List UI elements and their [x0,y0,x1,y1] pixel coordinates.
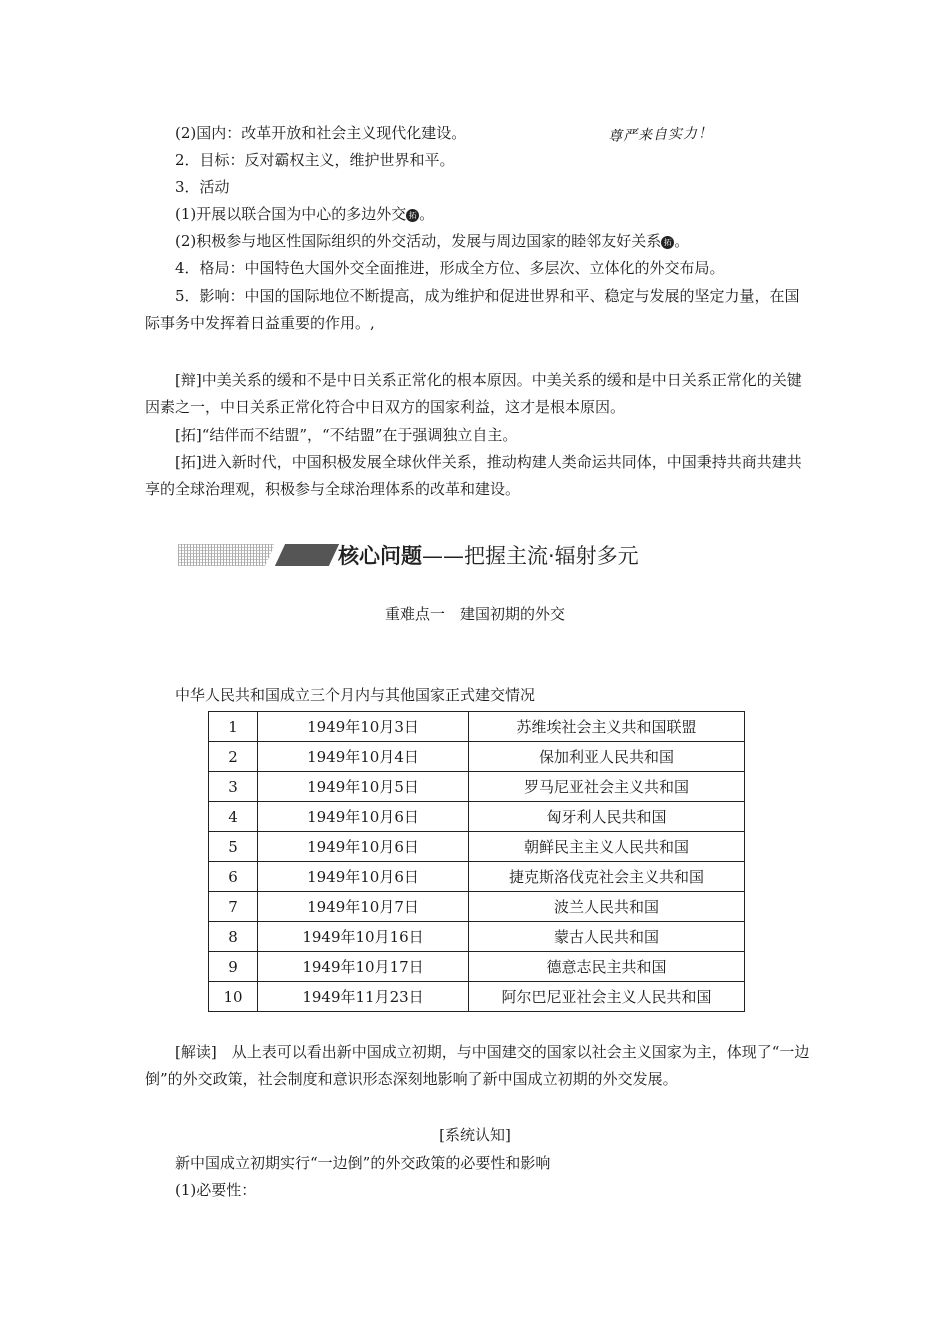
section-title: 重难点一 建国初期的外交 [384,605,565,623]
table-row [209,802,745,832]
intro-line-5: (2)积极参与地区性国际组织的外交活动，发展与周边国家的睦邻友好关系 拓 。 [175,232,690,250]
table-row [209,892,745,922]
intro-line-5-text: (2)积极参与地区性国际组织的外交活动，发展与周边国家的睦邻友好关系 [175,232,662,250]
table-cell-date: 1949年10月3日 [258,712,469,742]
table-cell-date: 1949年10月5日 [258,772,469,802]
table-cell-index: 4 [209,802,258,832]
table-cell-country: 匈牙利人民共和国 [469,802,745,832]
banner-subtitle: ——把握主流·辐射多元 [422,544,639,568]
table-row [209,862,745,892]
table-cell-index: 6 [209,862,258,892]
table-cell-country: 德意志民主共和国 [469,952,745,982]
table-cell-date: 1949年10月7日 [258,892,469,922]
intro-line-7: 5．影响：中国的国际地位不断提高，成为维护和促进世界和平、稳定与发展的坚定力量，在国际事务中发挥着日益重要的作用。, [145,287,800,332]
intro-line-4-text: (1)开展以联合国为中心的多边外交 [175,205,407,223]
table-cell-date: 1949年10月6日 [258,862,469,892]
table-cell-country: 朝鲜民主主义人民共和国 [469,832,745,862]
extension-marker-icon: 拓 [406,209,419,222]
intro-line-3: 3．活动 [175,178,230,196]
table-row [209,922,745,952]
table-row [209,832,745,862]
table-cell-index: 3 [209,772,258,802]
table-cell-country: 波兰人民共和国 [469,892,745,922]
table-cell-date: 1949年10月17日 [258,952,469,982]
table-cell-country: 保加利亚人民共和国 [469,742,745,772]
banner-title-main: 核心问题 [338,544,422,568]
table-row [209,742,745,772]
table-cell-date: 1949年10月4日 [258,742,469,772]
intro-line-1: (2)国内：改革开放和社会主义现代化建设。 [175,124,467,142]
system-heading: [系统认知] [439,1126,511,1144]
table-cell-date: 1949年10月6日 [258,802,469,832]
section-banner [178,538,678,572]
banner-title [338,540,639,570]
system-line-1: 新中国成立初期实行“一边倒”的外交政策的必要性和影响 [175,1154,551,1172]
table-cell-index: 9 [209,952,258,982]
table-row [209,982,745,1012]
table-cell-date: 1949年11月23日 [258,982,469,1012]
note-bian: [辩]中美关系的缓和不是中日关系正常化的根本原因。中美关系的缓和是中日关系正常化的关键因素之一，中日关系正常化符合中日双方的国家利益，这才是根本原因。 [145,371,802,416]
table-cell-index: 2 [209,742,258,772]
intro-line-2: 2．目标：反对霸权主义，维护世界和平。 [175,151,455,169]
table-row [209,712,745,742]
intro-line-6: 4．格局：中国特色大国外交全面推进，形成全方位、多层次、立体化的外交布局。 [175,259,725,277]
establishment-table [208,711,745,1012]
interpretation: [解读] 从上表可以看出新中国成立初期，与中国建交的国家以社会主义国家为主，体现了“一边倒”的外交政策，社会制度和意识形态深刻地影响了新中国成立初期的外交发展。 [145,1043,810,1088]
table-row [209,772,745,802]
table-cell-index: 7 [209,892,258,922]
table-cell-index: 1 [209,712,258,742]
table-cell-country: 苏维埃社会主义共和国联盟 [469,712,745,742]
intro-line-4: (1)开展以联合国为中心的多边外交 拓 。 [175,205,435,223]
table-cell-country: 捷克斯洛伐克社会主义共和国 [469,862,745,892]
table-cell-country: 蒙古人民共和国 [469,922,745,952]
note-tuo-1: [拓]“结伴而不结盟”，“不结盟”在于强调独立自主。 [175,426,518,444]
system-line-2: (1)必要性： [175,1181,257,1199]
table-cell-index: 10 [209,982,258,1012]
banner-bar-decoration [275,544,339,566]
banner-hatch-decoration [178,544,274,566]
note-tuo-2: [拓]进入新时代，中国积极发展全球伙伴关系，推动构建人类命运共同体，中国秉持共商共建共享的全球治理观，积极参与全球治理体系的改革和建设。 [145,453,802,498]
table-cell-index: 5 [209,832,258,862]
extension-marker-icon: 拓 [661,236,674,249]
table-cell-date: 1949年10月16日 [258,922,469,952]
table-cell-country: 阿尔巴尼亚社会主义人民共和国 [469,982,745,1012]
table-cell-country: 罗马尼亚社会主义共和国 [469,772,745,802]
table-cell-date: 1949年10月6日 [258,832,469,862]
motto-signature: 尊严来自实力！ [607,125,714,145]
table-cell-index: 8 [209,922,258,952]
table-caption: 中华人民共和国成立三个月内与其他国家正式建交情况 [175,686,536,704]
table-row [209,952,745,982]
